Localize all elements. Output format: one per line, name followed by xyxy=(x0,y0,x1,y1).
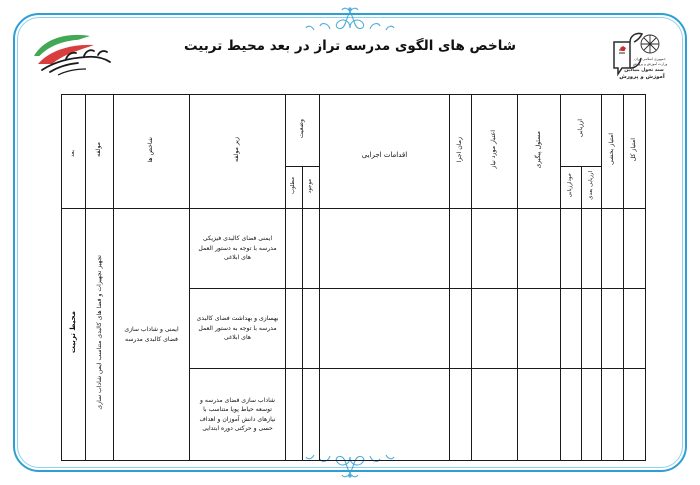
cell-responsible[interactable] xyxy=(518,209,561,289)
cell-status-existing[interactable] xyxy=(303,209,320,289)
table-row[interactable] xyxy=(62,209,646,289)
svg-text:جمهوری اسلامی ایران: جمهوری اسلامی ایران xyxy=(634,57,666,61)
indicators-table-wrapper xyxy=(62,94,646,432)
cell-total-score[interactable] xyxy=(624,369,646,461)
cell-responsible[interactable] xyxy=(518,289,561,369)
cell-partial-score[interactable] xyxy=(602,209,624,289)
document-header xyxy=(20,22,680,92)
header-status-existing-label: موجود xyxy=(307,178,314,193)
cell-budget[interactable] xyxy=(472,209,518,289)
cell-indicators[interactable] xyxy=(114,209,190,461)
header-sub-component-label: زیر مولفه xyxy=(233,137,241,162)
cell-responsible[interactable] xyxy=(518,369,561,461)
cell-time[interactable] xyxy=(450,289,472,369)
cell-actions[interactable] xyxy=(320,289,450,369)
header-dimension-label: بعد xyxy=(69,150,76,157)
cell-budget[interactable] xyxy=(472,369,518,461)
cell-indicators-text: ایمنی و شاداب سازی فضای کالبدی مدرسه xyxy=(124,326,179,343)
indicators-table xyxy=(61,94,646,461)
cell-status-desired[interactable] xyxy=(286,289,303,369)
header-budget xyxy=(472,95,518,209)
cell-actions[interactable] xyxy=(320,209,450,289)
cell-component[interactable] xyxy=(86,209,114,461)
header-sub-component xyxy=(190,95,286,209)
header-component xyxy=(86,95,114,209)
cell-sub-component[interactable]: بهسازی و بهداشت فضای کالبدی مدرسه با توجه به دستور العمل های ابلاغی xyxy=(190,289,286,369)
cell-total-score[interactable] xyxy=(624,209,646,289)
svg-text:سند تحول بنیادین: سند تحول بنیادین xyxy=(624,68,664,73)
header-component-label: مولفه xyxy=(95,142,103,157)
ministry-of-education-emblem-icon xyxy=(600,24,672,88)
header-evaluation-self-label: خودارزیابی xyxy=(567,173,574,198)
header-status-existing xyxy=(303,167,320,209)
cell-dimension[interactable] xyxy=(62,209,86,461)
header-partial-score xyxy=(602,95,624,209)
svg-text:آموزش و پرورش: آموزش و پرورش xyxy=(619,74,665,80)
cell-component-text: تجهیز تجهیزات و فضا های کالبدی متناسب ایمن شاداب سازی xyxy=(95,255,103,410)
header-responsible xyxy=(518,95,561,209)
header-dimension xyxy=(62,95,86,209)
header-evaluation-group xyxy=(561,95,602,167)
cell-status-desired[interactable] xyxy=(286,209,303,289)
header-evaluation-group-label: ارزیابی xyxy=(576,119,584,138)
header-status-group xyxy=(286,95,320,167)
header-actions-label: اقدامات اجرایی xyxy=(361,151,408,159)
cell-sub-component[interactable]: شاداب سازی فضای مدرسه و توسعه حیاط پویا متناسب با نیازهای دانش آموزان و اهداف حسی و حرکتی دوره ابتدایی xyxy=(190,369,286,461)
header-evaluation-next-label: ارزیابی بعدی xyxy=(587,171,594,200)
header-total-score xyxy=(624,95,646,209)
cell-actions[interactable] xyxy=(320,369,450,461)
cell-evaluation-self[interactable] xyxy=(561,289,582,369)
header-status-group-label: وضعیت xyxy=(298,118,306,139)
cell-budget[interactable] xyxy=(472,289,518,369)
cell-evaluation-next[interactable] xyxy=(582,289,602,369)
cell-evaluation-next[interactable] xyxy=(582,369,602,461)
header-time-label: زمان اجرا xyxy=(456,136,464,163)
header-evaluation-next xyxy=(582,167,602,209)
cell-evaluation-next[interactable] xyxy=(582,209,602,289)
header-evaluation-self xyxy=(561,167,582,209)
cell-time[interactable] xyxy=(450,369,472,461)
cell-partial-score[interactable] xyxy=(602,369,624,461)
cell-evaluation-self[interactable] xyxy=(561,369,582,461)
page-title: شاخص های الگوی مدرسه تراز در بعد محیط تربیت xyxy=(183,38,517,54)
iran-flag-calligraphy-logo-icon xyxy=(28,26,120,84)
header-responsible-label: مسئول پیگیری xyxy=(534,130,542,169)
cell-sub-component[interactable]: ایمنی فضای کالبدی فیزیکی مدرسه با توجه به دستور العمل های ابلاغی xyxy=(190,209,286,289)
header-time xyxy=(450,95,472,209)
cell-evaluation-self[interactable] xyxy=(561,209,582,289)
cell-time[interactable] xyxy=(450,209,472,289)
cell-dimension-text: محیط تربیت xyxy=(69,311,78,354)
header-status-desired xyxy=(286,167,303,209)
header-status-desired-label: مطلوب xyxy=(290,177,297,194)
cell-partial-score[interactable] xyxy=(602,289,624,369)
cell-total-score[interactable] xyxy=(624,289,646,369)
cell-status-existing[interactable] xyxy=(303,289,320,369)
svg-text:وزارت آموزش و پرورش: وزارت آموزش و پرورش xyxy=(632,62,668,66)
cell-status-existing[interactable] xyxy=(303,369,320,461)
header-budget-label: اعتبار مورد نیاز xyxy=(490,130,498,169)
header-partial-score-label: امتیاز بخشی xyxy=(608,133,616,166)
header-indicators xyxy=(114,95,190,209)
cell-status-desired[interactable] xyxy=(286,369,303,461)
header-actions xyxy=(320,95,450,209)
header-total-score-label: امتیاز کل xyxy=(630,137,638,162)
header-indicators-label: شاخص ها xyxy=(147,136,155,163)
